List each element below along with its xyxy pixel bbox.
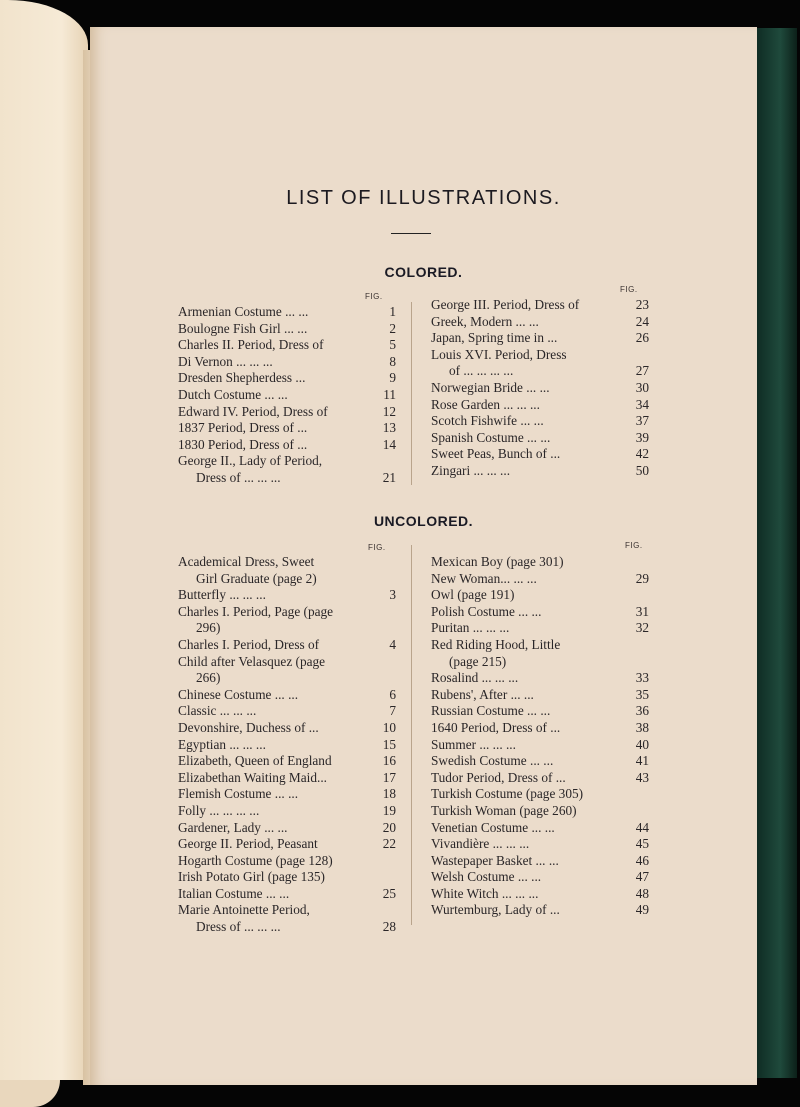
figure-number: 40: [635, 736, 649, 752]
illustration-title: Wurtemburg, Lady of ...: [431, 902, 560, 918]
illustration-title: Sweet Peas, Bunch of ...: [431, 446, 561, 462]
illustration-title: Norwegian Bride ... ...: [431, 379, 550, 395]
list-item: [178, 886, 396, 903]
colored-list-right: [431, 297, 649, 480]
figure-number: 31: [635, 603, 649, 619]
illustration-title: Elizabethan Waiting Maid...: [178, 769, 327, 785]
list-item: [178, 836, 396, 853]
figure-number: 16: [382, 753, 396, 769]
column-divider-colored: [411, 302, 412, 485]
figure-number: 11: [383, 386, 396, 402]
list-item: [178, 770, 396, 787]
figure-number: 13: [382, 420, 396, 436]
list-item: [178, 620, 396, 637]
fig-header-colored-left: FIG.: [365, 292, 383, 301]
list-item: [431, 380, 649, 397]
figure-number: 24: [635, 313, 649, 329]
figure-number: 47: [635, 869, 649, 885]
figure-number: 18: [382, 786, 396, 802]
illustration-title: Rubens', After ... ...: [431, 686, 534, 702]
illustration-title: Vivandière ... ... ...: [431, 836, 530, 852]
illustration-title: Turkish Woman (page 260): [431, 802, 577, 818]
illustration-title: Chinese Costume ... ...: [178, 686, 299, 702]
figure-number: 28: [382, 919, 396, 935]
figure-number: 5: [389, 337, 396, 353]
illustration-title: Charles I. Period, Dress of: [178, 636, 320, 652]
illustration-title: George II. Period, Peasant: [178, 836, 318, 852]
list-item: [178, 404, 396, 421]
illustration-title: Edward IV. Period, Dress of: [178, 403, 328, 419]
list-item: [431, 587, 649, 604]
list-item: [431, 803, 649, 820]
illustration-title: 1830 Period, Dress of ...: [178, 436, 308, 452]
list-item: [178, 803, 396, 820]
list-item: [178, 604, 396, 621]
illustration-title: Tudor Period, Dress of ...: [431, 769, 566, 785]
figure-number: 35: [635, 686, 649, 702]
list-item: [431, 363, 649, 380]
illustration-title: Dress of ... ... ...: [196, 919, 281, 935]
figure-number: 7: [389, 703, 396, 719]
illustration-title: Swedish Costume ... ...: [431, 753, 554, 769]
illustration-title: George II., Lady of Period,: [178, 453, 323, 469]
illustration-title: Academical Dress, Sweet: [178, 554, 315, 569]
list-item: [178, 387, 396, 404]
illustration-title: Rosalind ... ... ...: [431, 670, 519, 686]
section-heading-uncolored: UNCOLORED.: [373, 513, 474, 529]
list-item: [178, 703, 396, 720]
illustration-title: Venetian Costume ... ...: [431, 819, 555, 835]
illustration-title: Di Vernon ... ... ...: [178, 353, 273, 369]
illustration-title: Spanish Costume ... ...: [431, 429, 551, 445]
figure-number: 17: [382, 769, 396, 785]
figure-number: 49: [635, 902, 649, 918]
illustration-title: Gardener, Lady ... ...: [178, 819, 288, 835]
illustration-title: Child after Velasquez (page: [178, 653, 326, 669]
list-item: [178, 853, 396, 870]
list-item: [431, 413, 649, 430]
illustration-title: Dresden Shepherdess ...: [178, 370, 306, 386]
list-item: [431, 753, 649, 770]
list-item: [431, 330, 649, 347]
page-title: LIST OF ILLUSTRATIONS.: [286, 187, 561, 209]
list-item: [431, 836, 649, 853]
book-cover-edge: [755, 28, 797, 1078]
illustration-title: George III. Period, Dress of: [431, 297, 580, 312]
colored-list-left: [178, 304, 396, 487]
list-item: [178, 354, 396, 371]
illustration-title: Mexican Boy (page 301): [431, 554, 564, 569]
list-item: [178, 453, 396, 470]
list-item: [431, 314, 649, 331]
illustration-title: Flemish Costume ... ...: [178, 786, 299, 802]
figure-number: 22: [382, 836, 396, 852]
illustration-title: Louis XVI. Period, Dress: [431, 346, 567, 362]
illustration-title: Rose Garden ... ... ...: [431, 396, 540, 412]
figure-number: 32: [635, 620, 649, 636]
list-item: [431, 637, 649, 654]
figure-number: 10: [382, 719, 396, 735]
list-item: [431, 670, 649, 687]
list-item: [178, 321, 396, 338]
illustration-title: Scotch Fishwife ... ...: [431, 413, 544, 429]
list-item: [178, 687, 396, 704]
illustration-title: Wastepaper Basket ... ...: [431, 852, 559, 868]
figure-number: 12: [382, 403, 396, 419]
illustration-title: Owl (page 191): [431, 587, 515, 603]
list-item: [178, 571, 396, 588]
figure-number: 21: [382, 469, 396, 485]
list-item: [431, 446, 649, 463]
figure-number: 46: [635, 852, 649, 868]
illustration-title: Russian Costume ... ...: [431, 703, 551, 719]
illustration-title: Irish Potato Girl (page 135): [178, 869, 325, 885]
uncolored-list-right: [431, 554, 649, 919]
list-item: [178, 337, 396, 354]
illustration-title: Japan, Spring time in ...: [431, 330, 558, 346]
list-item: [431, 347, 649, 364]
list-item: [431, 397, 649, 414]
list-item: [431, 571, 649, 588]
illustration-title: Zingari ... ... ...: [431, 462, 511, 478]
illustration-title: Red Riding Hood, Little: [431, 636, 561, 652]
figure-number: 26: [635, 330, 649, 346]
illustration-title: Elizabeth, Queen of England: [178, 753, 332, 769]
figure-number: 36: [635, 703, 649, 719]
list-item: [178, 637, 396, 654]
illustration-title: of ... ... ... ...: [449, 363, 514, 379]
list-item: [431, 770, 649, 787]
list-item: [431, 703, 649, 720]
illustration-title: Puritan ... ... ...: [431, 620, 510, 636]
list-item: [178, 470, 396, 487]
illustration-title: Classic ... ... ...: [178, 703, 257, 719]
illustration-title: Folly ... ... ... ...: [178, 802, 260, 818]
figure-number: 8: [389, 353, 396, 369]
list-item: [431, 463, 649, 480]
title-rule: [391, 233, 431, 234]
illustration-title: New Woman... ... ...: [431, 570, 537, 586]
list-item: [178, 902, 396, 919]
illustration-title: Armenian Costume ... ...: [178, 304, 309, 319]
figure-number: 19: [382, 802, 396, 818]
illustration-title: Charles II. Period, Dress of: [178, 337, 324, 353]
figure-number: 33: [635, 670, 649, 686]
figure-number: 15: [382, 736, 396, 752]
illustration-title: Egyptian ... ... ...: [178, 736, 266, 752]
list-item: [431, 720, 649, 737]
figure-number: 23: [635, 297, 649, 312]
list-item: [178, 654, 396, 671]
list-item: [178, 420, 396, 437]
illustration-title: Girl Graduate (page 2): [196, 570, 317, 586]
list-item: [431, 886, 649, 903]
list-item: [431, 297, 649, 314]
list-item: [178, 304, 396, 321]
illustration-title: (page 215): [449, 653, 507, 669]
figure-number: 1: [389, 304, 396, 319]
illustration-title: Italian Costume ... ...: [178, 885, 290, 901]
section-heading-colored: COLORED.: [384, 264, 463, 280]
right-page: [90, 27, 757, 1085]
figure-number: 4: [389, 636, 396, 652]
figure-number: 20: [382, 819, 396, 835]
illustration-title: Hogarth Costume (page 128): [178, 852, 333, 868]
figure-number: 48: [635, 885, 649, 901]
list-item: [431, 902, 649, 919]
list-item: [178, 720, 396, 737]
figure-number: 14: [382, 436, 396, 452]
figure-number: 29: [635, 570, 649, 586]
illustration-title: Greek, Modern ... ...: [431, 313, 539, 329]
list-item: [178, 753, 396, 770]
list-item: [431, 430, 649, 447]
list-item: [431, 786, 649, 803]
list-item: [431, 853, 649, 870]
illustration-title: Charles I. Period, Page (page: [178, 603, 334, 619]
figure-number: 45: [635, 836, 649, 852]
list-item: [431, 604, 649, 621]
fig-header-uncolored-left: FIG.: [368, 543, 386, 552]
left-page-bottom: [0, 1080, 60, 1107]
figure-number: 30: [635, 379, 649, 395]
figure-number: 39: [635, 429, 649, 445]
list-item: [431, 687, 649, 704]
list-item: [178, 370, 396, 387]
figure-number: 43: [635, 769, 649, 785]
list-item: [431, 820, 649, 837]
illustration-title: 266): [196, 670, 221, 686]
uncolored-list-left: [178, 554, 396, 936]
illustration-title: 1837 Period, Dress of ...: [178, 420, 308, 436]
figure-number: 42: [635, 446, 649, 462]
column-divider-uncolored: [411, 545, 412, 925]
illustration-title: Marie Antoinette Period,: [178, 902, 310, 918]
list-item: [178, 554, 396, 571]
figure-number: 3: [389, 587, 396, 603]
illustration-title: Summer ... ... ...: [431, 736, 516, 752]
figure-number: 44: [635, 819, 649, 835]
figure-number: 2: [389, 320, 396, 336]
illustration-title: Polish Costume ... ...: [431, 603, 542, 619]
illustration-title: Dutch Costume ... ...: [178, 386, 288, 402]
left-page-curl: [0, 0, 88, 1080]
list-item: [431, 620, 649, 637]
illustration-title: Turkish Costume (page 305): [431, 786, 584, 802]
list-item: [178, 919, 396, 936]
figure-number: 38: [635, 719, 649, 735]
fig-header-colored-right: FIG.: [620, 285, 638, 294]
figure-number: 9: [389, 370, 396, 386]
illustration-title: Boulogne Fish Girl ... ...: [178, 320, 308, 336]
list-item: [178, 820, 396, 837]
list-item: [178, 786, 396, 803]
list-item: [178, 587, 396, 604]
list-item: [431, 737, 649, 754]
illustration-title: Butterfly ... ... ...: [178, 587, 266, 603]
figure-number: 50: [635, 462, 649, 478]
figure-number: 27: [635, 363, 649, 379]
figure-number: 41: [635, 753, 649, 769]
list-item: [178, 670, 396, 687]
list-item: [431, 654, 649, 671]
illustration-title: 296): [196, 620, 221, 636]
illustration-title: Dress of ... ... ...: [196, 469, 281, 485]
figure-number: 34: [635, 396, 649, 412]
illustration-title: Devonshire, Duchess of ...: [178, 719, 319, 735]
figure-number: 37: [635, 413, 649, 429]
illustration-title: White Witch ... ... ...: [431, 885, 539, 901]
list-item: [431, 554, 649, 571]
list-item: [178, 437, 396, 454]
list-item: [431, 869, 649, 886]
list-item: [178, 869, 396, 886]
figure-number: 6: [389, 686, 396, 702]
list-item: [178, 737, 396, 754]
fig-header-uncolored-right: FIG.: [625, 541, 643, 550]
illustration-title: 1640 Period, Dress of ...: [431, 719, 561, 735]
figure-number: 25: [382, 885, 396, 901]
illustration-title: Welsh Costume ... ...: [431, 869, 542, 885]
